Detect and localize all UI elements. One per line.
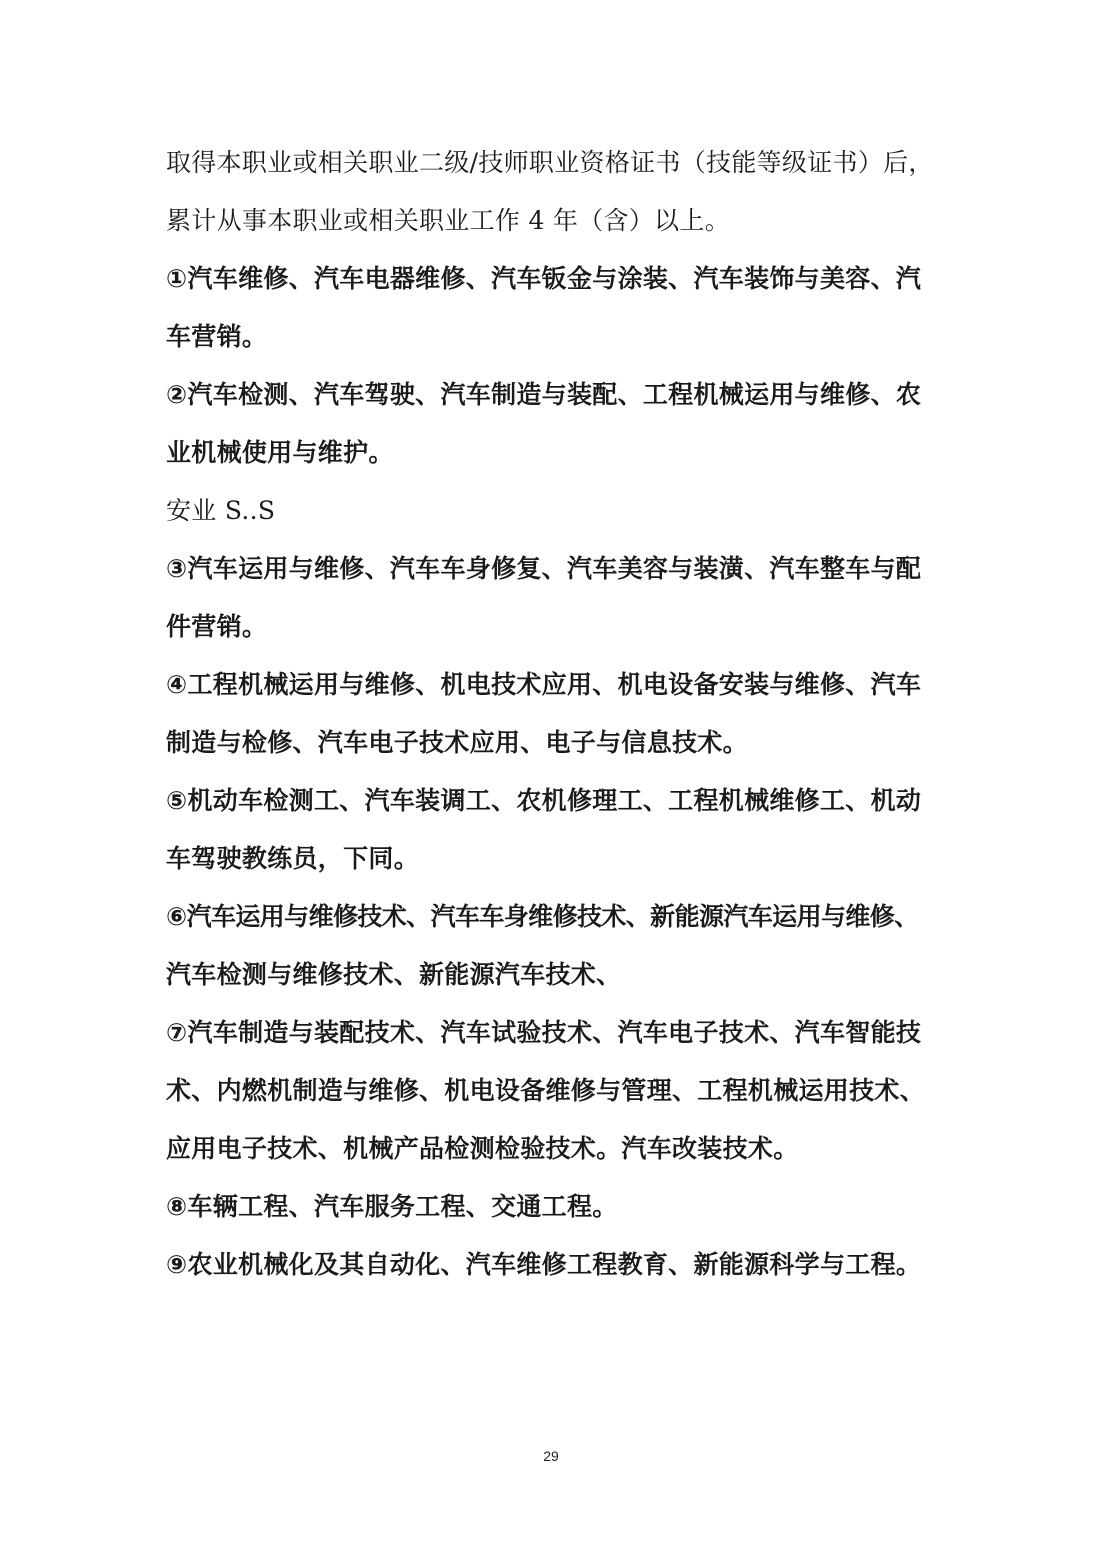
list-item-7-cont: 应用电子技术、机械产品检测检验技术。汽车改装技术。 — [166, 1134, 799, 1163]
list-item-1: ①汽车维修、汽车电器维修、汽车钣金与涂装、汽车装饰与美容、汽 — [166, 264, 922, 293]
list-item-3-cont: 件营销。 — [166, 612, 268, 641]
list-item-5: ⑤机动车检测工、汽车装调工、农机修理工、工程机械维修工、机动 — [166, 786, 922, 815]
list-item-4-cont: 制造与检修、汽车电子技术应用、电子与信息技术。 — [166, 728, 748, 757]
list-item-2-cont: 业机械使用与维护。 — [166, 438, 394, 467]
list-item-1-cont: 车营销。 — [166, 322, 268, 351]
document-body — [166, 134, 941, 1294]
list-item-4: ④工程机械运用与维修、机电技术应用、机电设备安装与维修、汽车 — [166, 670, 922, 699]
list-item-7: ⑦汽车制造与装配技术、汽车试验技术、汽车电子技术、汽车智能技 — [166, 1018, 922, 1047]
list-item-5-cont: 车驾驶教练员，下同。 — [166, 844, 420, 873]
page-number: 29 — [543, 1448, 559, 1464]
list-item-8: ⑧车辆工程、汽车服务工程、交通工程。 — [166, 1192, 618, 1221]
list-item-6-cont: 汽车检测与维修技术、新能源汽车技术、 — [166, 960, 622, 989]
list-item-6: ⑥汽车运用与维修技术、汽车车身维修技术、新能源汽车运用与维修、 — [166, 902, 919, 931]
list-item-7-cont: 术、内燃机制造与维修、机电设备维修与管理、工程机械运用技术、 — [166, 1076, 926, 1105]
list-item-9: ⑨农业机械化及其自动化、汽车维修工程教育、新能源科学与工程。 — [166, 1250, 922, 1279]
text-line: 取得本职业或相关职业二级/技师职业资格证书（技能等级证书）后， — [166, 148, 934, 177]
text-line: 累计从事本职业或相关职业工作 4 年（含）以上。 — [166, 206, 731, 235]
list-item-3: ③汽车运用与维修、汽车车身修复、汽车美容与装潢、汽车整车与配 — [166, 554, 922, 583]
text-line: 安业 S..S — [166, 496, 276, 525]
list-item-2: ②汽车检测、汽车驾驶、汽车制造与装配、工程机械运用与维修、农 — [166, 380, 922, 409]
